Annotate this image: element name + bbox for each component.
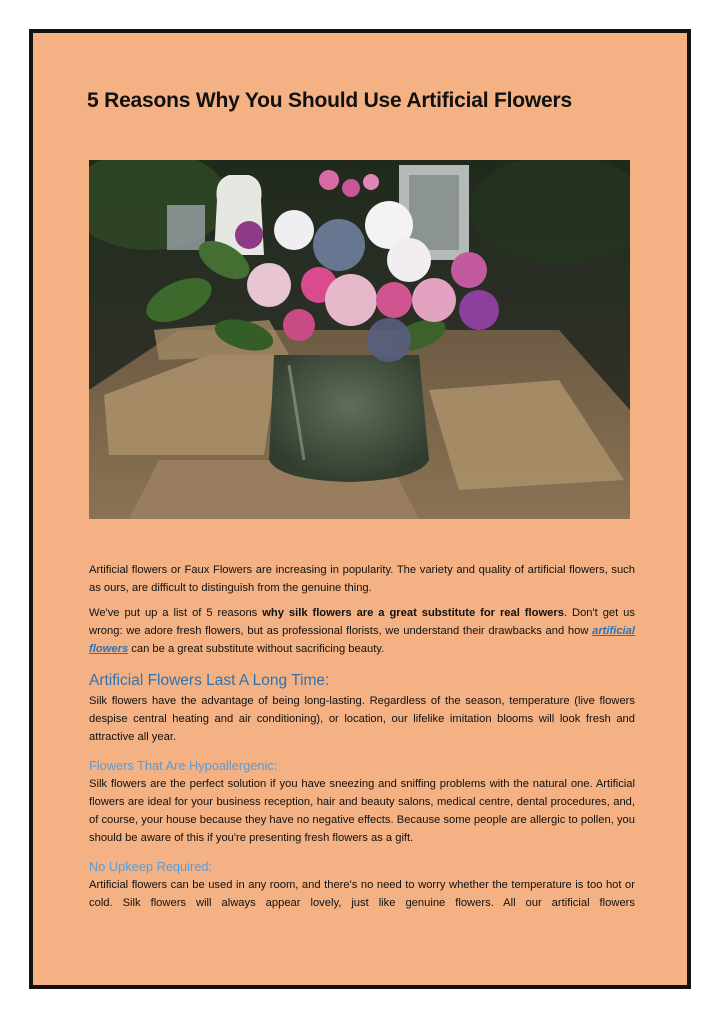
section-long-lasting [89, 670, 635, 746]
intro-text-end: can be a great substitute without sacrificing beauty. [128, 643, 385, 655]
artificial-flowers-link[interactable]: artificial flowers [89, 625, 635, 655]
intro-paragraph-1: Artificial flowers or Faux Flowers are increasing in popularity. The variety and quality of artificial flowers, such as ours, are difficult to distinguish from the genuine thing. [89, 564, 635, 594]
intro-paragraph-2 [89, 604, 635, 658]
section-heading: Artificial Flowers Last A Long Time: [89, 672, 330, 689]
section-body: Silk flowers are the perfect solution if you have sneezing and sniffing problems with the natural one. Artificial flowers are ideal for your business reception, hair and beauty salons, medical centre, dental procedures, and, of course, your house because they have no negative effects. Because some people are allergic to pollen, you should be aware of this if you're presenting fresh flowers as a gift. [89, 778, 635, 844]
intro-text-start: We've put up a list of 5 reasons [89, 607, 263, 619]
flower-bouquet-photo [89, 160, 630, 519]
section-body: Artificial flowers can be used in any room, and there's no need to worry whether the temperature is too hot or cold. Silk flowers will always appear lovely, just like genuine flowers. All our artificial flowers [89, 879, 635, 909]
section-heading: No Upkeep Required: [89, 859, 213, 874]
intro-bold-text: why silk flowers are a great substitute for real flowers [262, 607, 564, 619]
article-body [89, 561, 635, 912]
section-heading: Flowers That Are Hypoallergenic: [89, 758, 278, 773]
intro-text-middle: . Don't get us wrong: we adore fresh flowers, but as professional florists, we understand their drawbacks and how [89, 607, 635, 637]
section-hypoallergenic [89, 756, 635, 847]
document-page [29, 29, 691, 989]
page-title: 5 Reasons Why You Should Use Artificial Flowers [87, 89, 572, 112]
section-no-upkeep [89, 857, 635, 912]
section-body: Silk flowers have the advantage of being long-lasting. Regardless of the season, temperature (live flowers despise central heating and air conditioning), or location, our lifelike imitation blooms will look fresh and attractive all year. [89, 695, 635, 743]
